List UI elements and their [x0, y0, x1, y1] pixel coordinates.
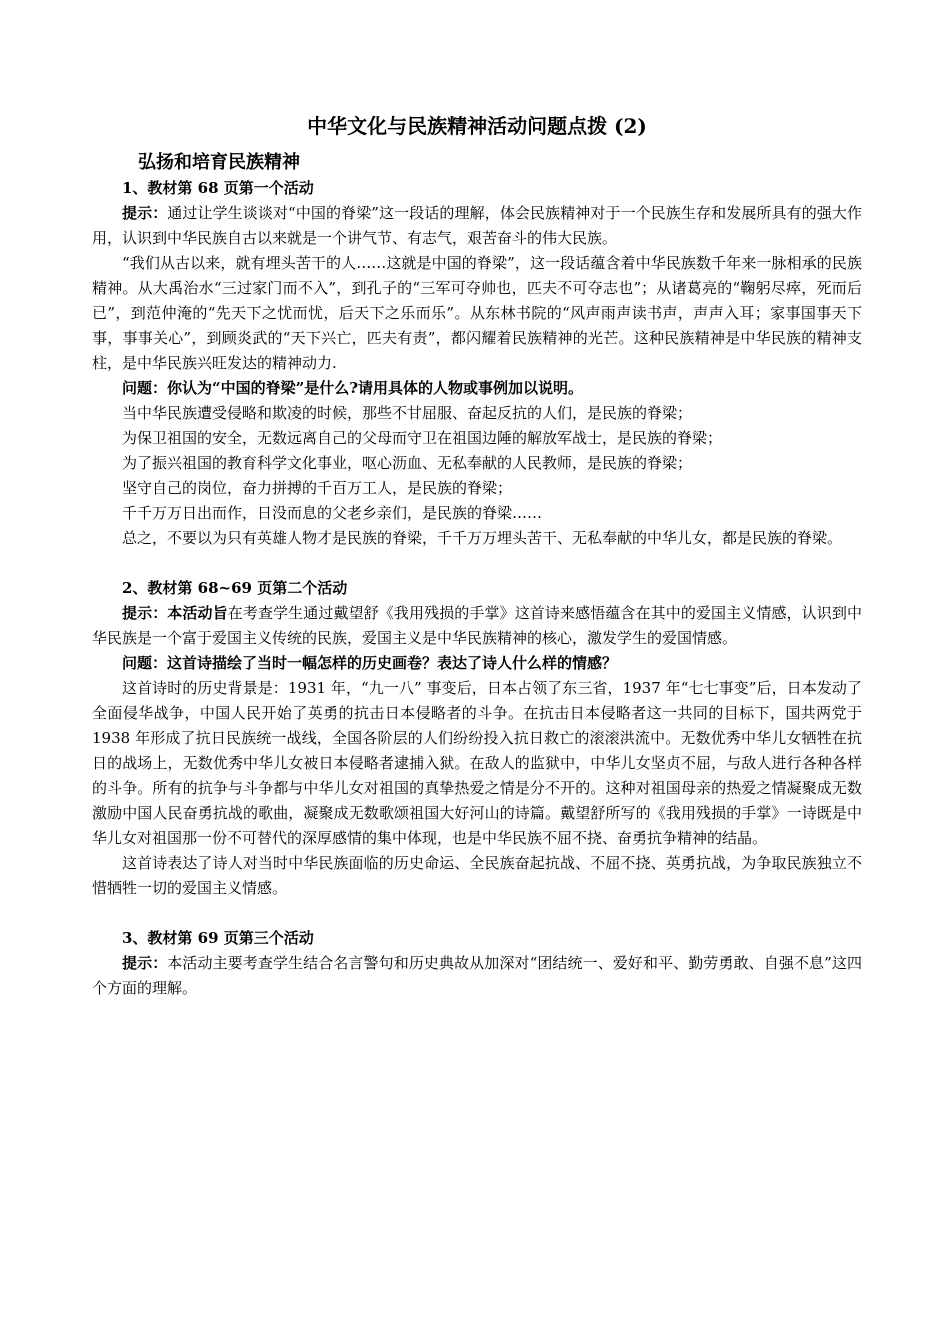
activity1-question: 问题：你认为“中国的脊梁”是什么?请用具体的人物或事例加以说明。 [122, 379, 584, 397]
activity2-hint [92, 601, 862, 651]
activity1-answer: 坚守自己的岗位，奋力拼搏的千百万工人，是民族的脊梁； [122, 479, 513, 497]
activity1-heading: 1、教材第 68 页第一个活动 [122, 179, 314, 197]
activity2-hint-label: 提示：本活动旨 [122, 604, 228, 622]
activity1-hint-text: 通过让学生谈谈对“中国的脊梁”这一段话的理解，体会民族精神对于一个民族生存和发展所具有的强大作用，认识到中华民族自古以来就是一个讲气节、有志气，艰苦奋斗的伟大民族。 [92, 204, 862, 247]
activity1-answer: 总之，不要以为只有英雄人物才是民族的脊梁，千千万万埋头苦干、无私奉献的中华儿女，都是民族的脊梁。 [122, 529, 843, 547]
document-title: 中华文化与民族精神活动问题点拨 (2) [307, 114, 647, 138]
activity3-hint-label: 提示： [122, 954, 168, 972]
activity2-question: 问题：这首诗描绘了当时一幅怎样的历史画卷？表达了诗人什么样的情感？ [122, 654, 618, 672]
section-heading: 弘扬和培育民族精神 [138, 152, 300, 173]
activity2-paragraph: 这首诗表达了诗人对当时中华民族面临的历史命运、全民族奋起抗战、不屈不挠、英勇抗战，为争取民族独立不惜牺牲一切的爱国主义情感。 [92, 854, 862, 897]
activity2-paragraph: 这首诗时的历史背景是：1931 年，“九一八” 事变后，日本占领了东三省，1937 年“七七事变”后，日本发动了全面侵华战争，中国人民开始了英勇的抗击日本侵略者的斗争。在抗击日本侵略者这一共同的目标下，国共两党于 1938 年形成了抗日民族统一战线，全国各阶层的人们纷纷投入抗日救亡的滚滚洪流中。无数优秀中华儿女牺牲在抗日的战场上，无数优秀中华儿女被日本侵略者逮捕入狱。在敌人的监狱中，中华儿女坚贞不屈，与敌人进行各种各样的斗争。所有的抗争与斗争都与中华儿女对祖国的真挚热爱之情是分不开的。这种对祖国母亲的热爱之情凝聚成无数激励中国人民奋勇抗战的歌曲，凝聚成无数歌颂祖国大好河山的诗篇。戴望舒所写的《我用残损的手掌》一诗既是中华儿女对祖国那一份不可替代的深厚感情的集中体现，也是中华民族不屈不挠、奋勇抗争精神的结晶。 [92, 679, 862, 847]
activity1-paragraph: “我们从古以来，就有埋头苦干的人……这就是中国的脊梁”，这一段话蕴含着中华民族数千年来一脉相承的民族精神。从大禹治水“三过家门而不入”，到孔子的“三军可夺帅也，匹夫不可夺志也”；从诸葛亮的“鞠躬尽瘁，死而后已”，到范仲淹的“先天下之忧而忧，后天下之乐而乐”。从东林书院的“风声雨声读书声，声声入耳；家事国事天下事，事事关心”，到顾炎武的“天下兴亡，匹夫有责”，都闪耀着民族精神的光芒。这种民族精神是中华民族的精神支柱，是中华民族兴旺发达的精神动力. [92, 254, 862, 372]
activity1-answer: 为了振兴祖国的教育科学文化事业，呕心沥血、无私奉献的人民教师，是民族的脊梁； [122, 454, 693, 472]
activity3-hint [92, 951, 862, 1001]
activity1-answer: 千千万万日出而作，日没而息的父老乡亲们，是民族的脊梁…… [122, 504, 543, 522]
activity1-hint-label: 提示： [122, 204, 168, 222]
activity1-answer: 为保卫祖国的安全，无数远离自己的父母而守卫在祖国边陲的解放军战士，是民族的脊梁； [122, 429, 723, 447]
activity1-answer: 当中华民族遭受侵略和欺凌的时候，那些不甘屈服、奋起反抗的人们，是民族的脊梁； [122, 404, 693, 422]
activity3-hint-text: 本活动主要考查学生结合名言警句和历史典故从加深对“团结统一、爱好和平、勤劳勇敢、自强不息”这四个方面的理解。 [92, 954, 862, 997]
activity2-hint-text: 在考查学生通过戴望舒《我用残损的手掌》这首诗来感悟蕴含在其中的爱国主义情感，认识到中华民族是一个富于爱国主义传统的民族，爱国主义是中华民族精神的核心，激发学生的爱国情感。 [92, 604, 862, 647]
activity1-hint [92, 201, 862, 251]
document-page [92, 112, 862, 1001]
activity2-heading: 2、教材第 68~69 页第二个活动 [122, 579, 348, 597]
spacer [92, 551, 862, 576]
spacer [92, 901, 862, 926]
activity3-heading: 3、教材第 69 页第三个活动 [122, 929, 314, 947]
